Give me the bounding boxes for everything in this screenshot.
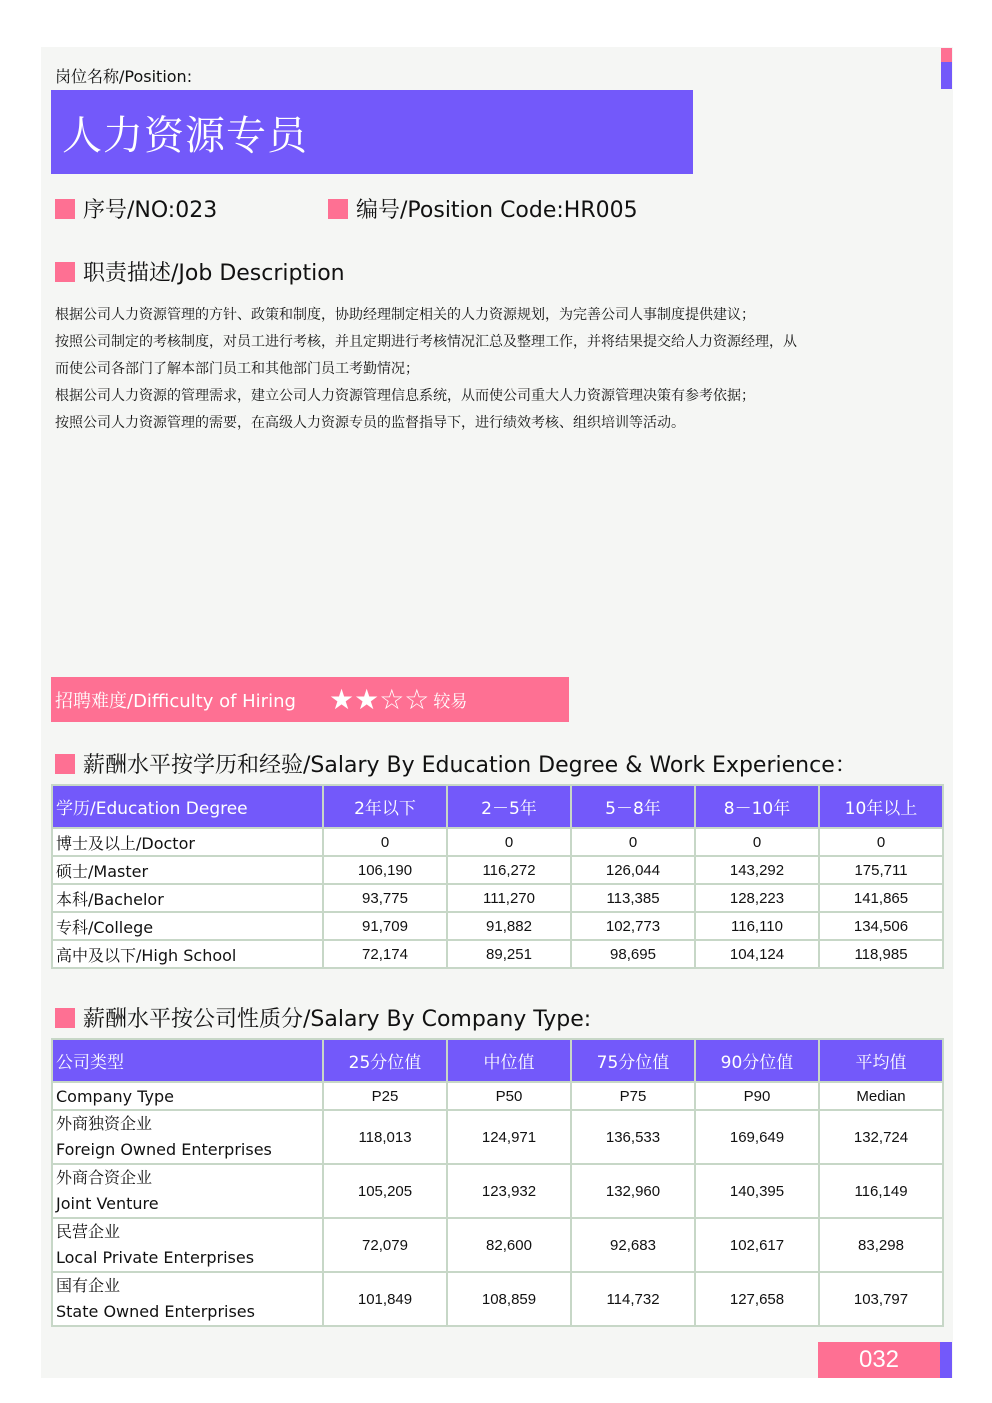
position-code [328,193,638,224]
row-label-en: Foreign Owned Enterprises [56,1140,272,1159]
salary-cell: 132,960 [571,1164,695,1218]
salary-cell: 141,865 [819,884,943,912]
table-row [52,912,943,940]
row-label-cn: 外商合资企业 [56,1168,153,1187]
salary-cell: 128,223 [695,884,819,912]
serial-number [55,193,217,224]
difficulty-bar [51,677,569,722]
salary-cell: 89,251 [447,940,571,968]
bullet-square-icon [55,1008,75,1028]
salary-cell: 116,272 [447,856,571,884]
row-label: 硕士/Master [52,856,323,884]
bullet-square-icon [328,199,348,219]
salary-cell: 124,971 [447,1110,571,1164]
salary-cell: 113,385 [571,884,695,912]
row-label-cn: 外商独资企业 [56,1114,153,1133]
table-header-row [52,1039,943,1082]
header-cell: 75分位值 [571,1039,695,1082]
table-row [52,884,943,912]
salary-cell: 132,724 [819,1110,943,1164]
subheader-cell: P50 [447,1082,571,1110]
table-row [52,856,943,884]
salary-cell: 111,270 [447,884,571,912]
salary-cell: 0 [447,828,571,856]
page-number: 032 [818,1342,940,1378]
salary-cell: 101,849 [323,1272,447,1326]
subheader-cell: P75 [571,1082,695,1110]
table-row [52,940,943,968]
salary-cell: 175,711 [819,856,943,884]
header-cell: 2－5年 [447,785,571,828]
serial-text: 序号/NO:023 [83,198,218,223]
star-rating-icon: ★★☆☆ [329,683,430,716]
header-cell: 学历/Education Degree [52,785,323,828]
salary-cell: 104,124 [695,940,819,968]
title-banner [51,90,693,174]
row-label: 博士及以上/Doctor [52,828,323,856]
row-label: 专科/College [52,912,323,940]
salary-cell: 102,617 [695,1218,819,1272]
salary-cell: 98,695 [571,940,695,968]
position-label: 岗位名称/Position: [55,67,193,86]
description-line: 按照公司人力资源管理的需要，在高级人力资源专员的监督指导下，进行绩效考核、组织培训等活动。 [55,415,685,431]
description-line: 根据公司人力资源管理的方针、政策和制度，协助经理制定相关的人力资源规划，为完善公司人事制度提供建议； [55,307,755,323]
row-label-en: Local Private Enterprises [56,1248,255,1267]
corner-accent-purple [941,62,952,89]
table-row [52,1218,943,1272]
salary-company-heading [55,1002,591,1033]
row-label [52,1218,323,1272]
row-label: 本科/Bachelor [52,884,323,912]
salary-company-table [51,1038,944,1327]
salary-cell: 123,932 [447,1164,571,1218]
job-description-heading [55,256,345,287]
salary-cell: 116,110 [695,912,819,940]
description-line: 而使公司各部门了解本部门员工和其他部门员工考勤情况； [55,361,419,377]
row-label: Company Type [52,1082,323,1110]
salary-education-heading [55,748,857,779]
row-label: 高中及以下/High School [52,940,323,968]
salary-cell: 118,013 [323,1110,447,1164]
header-cell: 5－8年 [571,785,695,828]
salary-education-table [51,784,944,969]
salary-cell: 92,683 [571,1218,695,1272]
header-cell: 平均值 [819,1039,943,1082]
description-line: 根据公司人力资源的管理需求，建立公司人力资源管理信息系统，从而使公司重大人力资源管理决策有参考依据； [55,388,755,404]
header-cell: 10年以上 [819,785,943,828]
salary-cell: 0 [695,828,819,856]
salary-cell: 116,149 [819,1164,943,1218]
salary-cell: 102,773 [571,912,695,940]
table-subheader-row [52,1082,943,1110]
table-row [52,1272,943,1326]
salary-cell: 105,205 [323,1164,447,1218]
salary-cell: 106,190 [323,856,447,884]
salary-cell: 126,044 [571,856,695,884]
job-description-body [55,302,940,437]
salary-cell: 72,174 [323,940,447,968]
salary-cell: 140,395 [695,1164,819,1218]
salary-cell: 134,506 [819,912,943,940]
header-cell: 中位值 [447,1039,571,1082]
header-cell: 8－10年 [695,785,819,828]
description-line: 按照公司制定的考核制度，对员工进行考核，并且定期进行考核情况汇总及整理工作，并将结果提交给人力资源经理，从 [55,334,797,350]
salary-cell: 0 [323,828,447,856]
subheader-cell: Median [819,1082,943,1110]
salary-cell: 143,292 [695,856,819,884]
subheader-cell: P90 [695,1082,819,1110]
salary-cell: 83,298 [819,1218,943,1272]
page-number-accent [940,1342,952,1378]
page-title: 人力资源专员 [62,113,308,159]
salary-cell: 127,658 [695,1272,819,1326]
table-row [52,1164,943,1218]
salary-cell: 91,709 [323,912,447,940]
header-cell: 90分位值 [695,1039,819,1082]
difficulty-text: 较易 [433,692,468,712]
row-label-en: Joint Venture [56,1194,159,1213]
salary-cell: 108,859 [447,1272,571,1326]
salary-cell: 91,882 [447,912,571,940]
row-label-cn: 国有企业 [56,1276,121,1295]
salary-cell: 82,600 [447,1218,571,1272]
subheader-cell: P25 [323,1082,447,1110]
header-cell: 2年以下 [323,785,447,828]
salary-education-heading-text: 薪酬水平按学历和经验/Salary By Education Degree & Work Experience： [83,753,857,778]
table-row [52,828,943,856]
row-label [52,1110,323,1164]
job-description-heading-text: 职责描述/Job Description [83,261,345,286]
row-label-cn: 民营企业 [56,1222,121,1241]
bullet-square-icon [55,262,75,282]
row-label [52,1164,323,1218]
row-label-en: State Owned Enterprises [56,1302,255,1321]
table-row [52,1110,943,1164]
difficulty-label: 招聘难度/Difficulty of Hiring [55,690,296,712]
bullet-square-icon [55,199,75,219]
row-label [52,1272,323,1326]
table-header-row [52,785,943,828]
salary-cell: 118,985 [819,940,943,968]
salary-cell: 0 [819,828,943,856]
salary-cell: 169,649 [695,1110,819,1164]
salary-cell: 103,797 [819,1272,943,1326]
position-code-text: 编号/Position Code:HR005 [356,198,638,223]
salary-cell: 72,079 [323,1218,447,1272]
salary-company-heading-text: 薪酬水平按公司性质分/Salary By Company Type: [83,1007,592,1032]
corner-accent-pink [941,48,952,62]
salary-cell: 136,533 [571,1110,695,1164]
salary-cell: 114,732 [571,1272,695,1326]
header-cell: 公司类型 [52,1039,323,1082]
salary-cell: 0 [571,828,695,856]
salary-cell: 93,775 [323,884,447,912]
bullet-square-icon [55,754,75,774]
header-cell: 25分位值 [323,1039,447,1082]
